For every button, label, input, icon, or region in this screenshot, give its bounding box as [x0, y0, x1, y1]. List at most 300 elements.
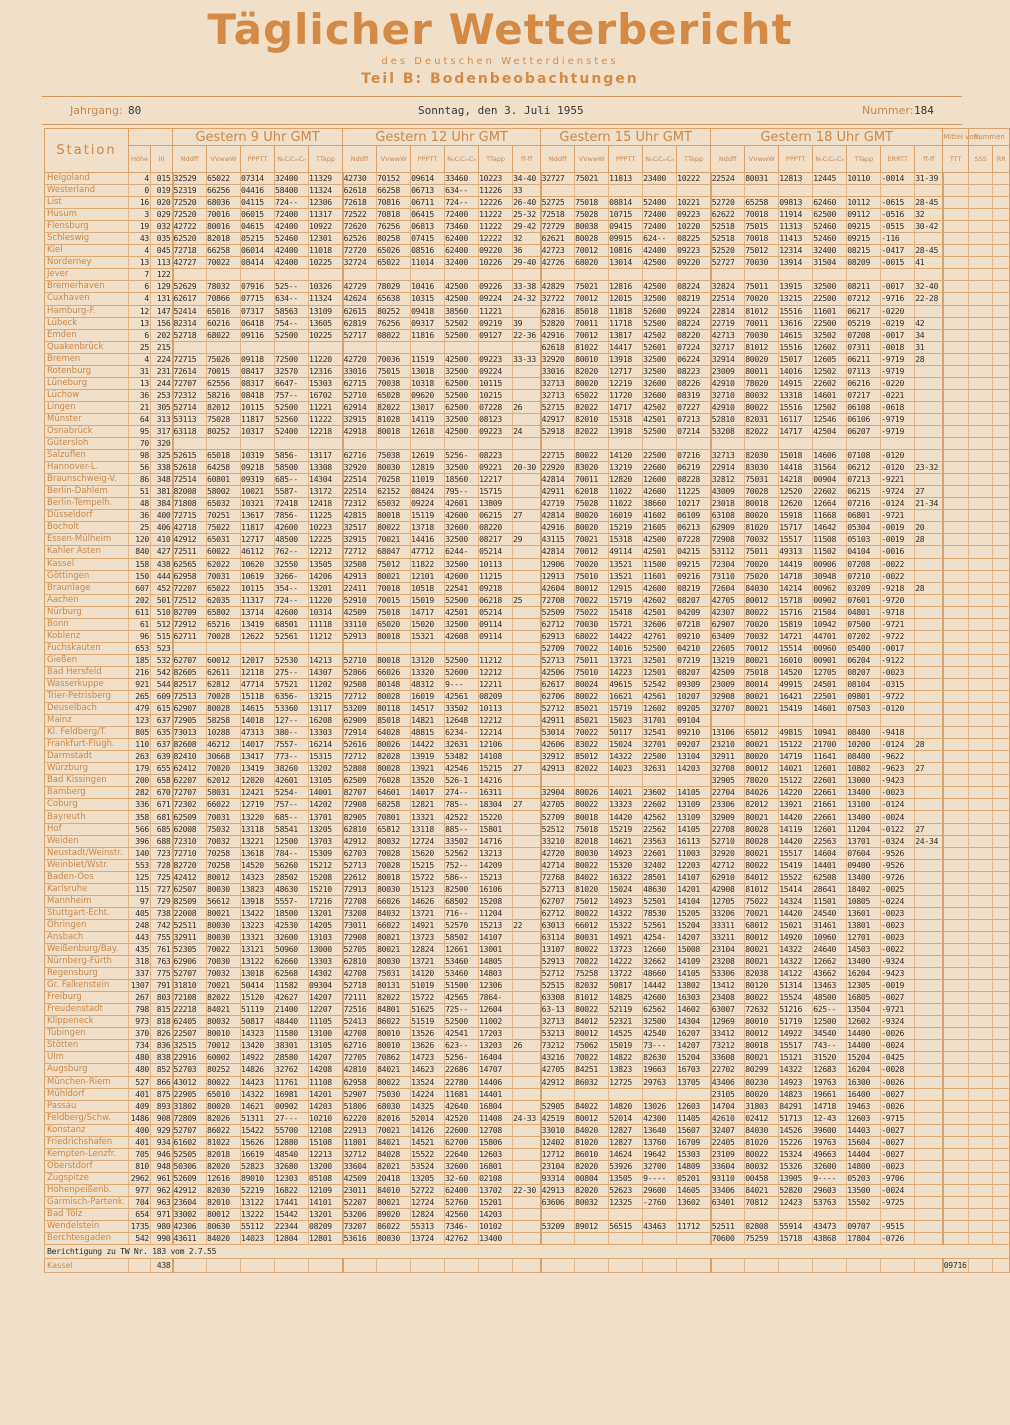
obs-cell [779, 715, 813, 727]
station-id: 501 [151, 594, 173, 606]
table-row [45, 401, 1010, 413]
sub-header-cell: ff-ff [915, 146, 943, 173]
obs-cell [575, 1233, 609, 1245]
obs-cell: 68012 [745, 919, 779, 931]
obs-cell: 33502 [445, 835, 479, 847]
obs-cell: 65032 [377, 498, 411, 510]
obs-cell [915, 727, 943, 739]
obs-cell: 14704 [711, 1100, 745, 1112]
obs-cell: -0027 [881, 1088, 915, 1100]
obs-cell: 07216 [677, 450, 711, 462]
obs-cell [575, 1088, 609, 1100]
obs-cell: 06415 [411, 209, 445, 221]
obs-cell: 42722 [173, 221, 207, 233]
obs-cell: 14717 [411, 606, 445, 618]
obs-cell: 10115 [241, 582, 275, 594]
obs-cell: 15018 [779, 450, 813, 462]
obs-cell: 12015 [609, 293, 643, 305]
obs-cell: 70022 [575, 727, 609, 739]
obs-cell [969, 438, 993, 450]
obs-cell: 32-40 [915, 281, 943, 293]
table-row [45, 1209, 1010, 1221]
obs-cell: 72400 [275, 209, 309, 221]
obs-cell: 62707 [173, 654, 207, 666]
observation-rows [45, 173, 1010, 1273]
obs-cell: 24-32 [513, 293, 541, 305]
obs-cell: -0120 [881, 462, 915, 474]
obs-cell: 09118 [241, 353, 275, 365]
obs-cell: 14207 [677, 931, 711, 943]
obs-cell: 13721 [609, 654, 643, 666]
obs-cell [943, 401, 969, 413]
obs-cell: 80252 [377, 305, 411, 317]
obs-cell: 75015 [377, 365, 411, 377]
obs-cell: 22686 [445, 1064, 479, 1076]
obs-cell [943, 329, 969, 341]
obs-cell: 07108 [847, 450, 881, 462]
obs-cell: 80014 [745, 678, 779, 690]
obs-cell: 14104 [677, 895, 711, 907]
obs-cell: 32722 [541, 293, 575, 305]
obs-cell: 14420 [779, 907, 813, 919]
obs-cell [541, 1088, 575, 1100]
obs-cell: 80022 [575, 450, 609, 462]
obs-cell: 14016 [779, 365, 813, 377]
obs-cell [993, 919, 1010, 931]
obs-cell: 00906 [813, 558, 847, 570]
obs-cell: 32915 [343, 413, 377, 425]
obs-cell: 12816 [609, 281, 643, 293]
station-id: 215 [151, 341, 173, 353]
obs-cell: 42501 [643, 606, 677, 618]
obs-cell: 32920 [541, 353, 575, 365]
obs-cell: 42604 [541, 582, 575, 594]
obs-cell: 21504 [813, 606, 847, 618]
obs-cell [993, 823, 1010, 835]
obs-cell: 42720 [541, 847, 575, 859]
station-id: 725 [151, 871, 173, 883]
obs-cell: 80021 [377, 944, 411, 956]
obs-cell [943, 968, 969, 980]
obs-cell: 22640 [445, 1148, 479, 1160]
obs-cell: 22541 [445, 582, 479, 594]
obs-cell: 11582 [275, 980, 309, 992]
station-id: 542 [151, 666, 173, 678]
obs-cell: 10215 [479, 389, 513, 401]
obs-cell: 27 [915, 486, 943, 498]
obs-cell: 13118 [241, 823, 275, 835]
obs-cell: 72914 [343, 727, 377, 739]
obs-cell: 12212 [479, 666, 513, 678]
obs-cell: 14207 [309, 992, 343, 1004]
obs-cell: 32600 [445, 522, 479, 534]
obs-cell: 13205 [309, 823, 343, 835]
obs-cell: 12804 [275, 1233, 309, 1245]
station-height: 12 [129, 305, 151, 317]
station-height: 6 [129, 281, 151, 293]
obs-cell: 14416 [411, 534, 445, 546]
obs-cell: 27 [513, 799, 541, 811]
obs-cell: 12-43 [813, 1112, 847, 1124]
obs-cell: 80010 [745, 1016, 779, 1028]
obs-cell: 70022 [207, 944, 241, 956]
obs-cell: 12108 [309, 1124, 343, 1136]
obs-cell: 80021 [745, 1052, 779, 1064]
obs-cell: 33604 [711, 1160, 745, 1172]
obs-cell [745, 269, 779, 281]
station-name: Koblenz [45, 630, 129, 642]
station-id: 438 [151, 558, 173, 570]
obs-cell: 42306 [173, 1221, 207, 1233]
obs-cell: 16311 [479, 787, 513, 799]
obs-cell: 15517 [779, 1040, 813, 1052]
station-name: Passau [45, 1100, 129, 1112]
obs-cell: 14119 [779, 823, 813, 835]
obs-cell: 58258 [207, 715, 241, 727]
obs-cell: 09210 [677, 727, 711, 739]
obs-cell: 00960 [813, 642, 847, 654]
obs-cell: 31802 [173, 1100, 207, 1112]
obs-cell: 73208 [343, 907, 377, 919]
obs-cell: -9706 [881, 1172, 915, 1184]
obs-cell: 80032 [745, 1160, 779, 1172]
obs-cell: 14105 [677, 787, 711, 799]
obs-cell: 66258 [207, 245, 241, 257]
obs-cell [513, 305, 541, 317]
station-id: 826 [151, 1028, 173, 1040]
obs-cell: 25-32 [513, 209, 541, 221]
obs-cell: 06204 [847, 654, 881, 666]
obs-cell: 14021 [779, 763, 813, 775]
obs-cell [969, 919, 993, 931]
obs-cell: 75028 [207, 413, 241, 425]
station-name: Darmstadt [45, 751, 129, 763]
obs-cell: 75018 [745, 666, 779, 678]
obs-cell: 43868 [813, 1233, 847, 1245]
obs-cell: 08224 [677, 317, 711, 329]
obs-cell: 52601 [643, 341, 677, 353]
obs-cell: 19763 [813, 1076, 847, 1088]
obs-cell: 07715 [241, 293, 275, 305]
obs-cell [513, 486, 541, 498]
station-id: 908 [151, 1112, 173, 1124]
obs-cell: -0023 [881, 787, 915, 799]
obs-cell: 32606 [643, 618, 677, 630]
station-height: 527 [129, 1076, 151, 1088]
obs-cell: 11813 [609, 173, 643, 185]
obs-cell: 32700 [643, 1160, 677, 1172]
obs-cell: 14605 [677, 1184, 711, 1196]
obs-cell [513, 1076, 541, 1088]
obs-cell: 75011 [745, 281, 779, 293]
obs-cell [643, 1233, 677, 1245]
obs-cell: 68020 [575, 257, 609, 269]
station-name: Freiburg [45, 992, 129, 1004]
obs-cell: 13203 [479, 1040, 513, 1052]
obs-cell: 32600 [643, 377, 677, 389]
obs-cell: 42602 [643, 594, 677, 606]
obs-cell: 78020 [745, 377, 779, 389]
station-header: Station [45, 129, 129, 173]
obs-cell: 52616 [343, 739, 377, 751]
obs-cell: 48630 [643, 883, 677, 895]
obs-cell: 08211 [847, 281, 881, 293]
obs-cell: 16421 [779, 691, 813, 703]
table-row [45, 1076, 1010, 1088]
obs-cell: 51119 [241, 1004, 275, 1016]
obs-cell: 62707 [541, 895, 575, 907]
obs-cell: 76256 [377, 317, 411, 329]
obs-cell: 07214 [677, 425, 711, 437]
obs-cell: 32400 [275, 173, 309, 185]
obs-cell: 33210 [541, 835, 575, 847]
obs-cell: 14401 [813, 859, 847, 871]
obs-cell [943, 317, 969, 329]
obs-cell: 00902 [275, 1100, 309, 1112]
obs-cell: 14322 [241, 1088, 275, 1100]
obs-cell [969, 642, 993, 654]
obs-cell: 42705 [541, 799, 575, 811]
obs-cell: 14915 [779, 377, 813, 389]
obs-cell: 82500 [445, 883, 479, 895]
obs-cell: 42708 [343, 1028, 377, 1040]
station-name: Stötten [45, 1040, 129, 1052]
obs-cell: 09614 [411, 173, 445, 185]
obs-cell [993, 859, 1010, 871]
obs-cell: 80022 [207, 1076, 241, 1088]
obs-cell: 23104 [711, 944, 745, 956]
obs-cell [915, 401, 943, 413]
obs-cell: 82020 [575, 365, 609, 377]
obs-cell [411, 438, 445, 450]
obs-cell [377, 642, 411, 654]
obs-cell: 32631 [445, 739, 479, 751]
obs-cell: 23009 [711, 678, 745, 690]
table-row [45, 1136, 1010, 1148]
obs-cell [993, 329, 1010, 341]
obs-cell [915, 185, 943, 197]
station-id: 320 [151, 438, 173, 450]
station-height: 480 [129, 1052, 151, 1064]
obs-cell: 22562 [643, 823, 677, 835]
obs-cell: 14119 [411, 413, 445, 425]
obs-cell: 784-- [275, 847, 309, 859]
obs-cell [969, 1160, 993, 1172]
obs-cell: 13823 [609, 1064, 643, 1076]
obs-cell [993, 799, 1010, 811]
station-height: 70 [129, 438, 151, 450]
obs-cell: 52713 [343, 859, 377, 871]
obs-cell [993, 835, 1010, 847]
obs-cell [513, 1028, 541, 1040]
obs-cell: 15204 [677, 1052, 711, 1064]
obs-cell [847, 715, 881, 727]
obs-cell [173, 341, 207, 353]
obs-cell: -0023 [881, 1160, 915, 1172]
obs-cell: 13117 [309, 703, 343, 715]
obs-cell: 09220 [479, 245, 513, 257]
obs-cell: 5256- [445, 1052, 479, 1064]
obs-cell: 93110 [711, 1172, 745, 1184]
obs-cell: 52400 [643, 197, 677, 209]
obs-cell: 55914 [779, 1221, 813, 1233]
table-row [45, 329, 1010, 341]
obs-cell [915, 1040, 943, 1052]
table-row [45, 739, 1010, 751]
obs-cell: 724-- [445, 197, 479, 209]
obs-cell: 09226 [479, 281, 513, 293]
obs-cell: 32407 [711, 1124, 745, 1136]
obs-cell: 80028 [575, 233, 609, 245]
obs-cell: 13802 [677, 980, 711, 992]
obs-cell: 13202 [309, 763, 343, 775]
obs-cell: 23105 [711, 1088, 745, 1100]
obs-cell: 12222 [479, 233, 513, 245]
obs-cell: 82018 [207, 233, 241, 245]
obs-cell: 72512 [173, 594, 207, 606]
obs-cell: 80030 [377, 883, 411, 895]
obs-cell: 52500 [275, 329, 309, 341]
obs-cell: 65031 [207, 534, 241, 546]
obs-cell: 65258 [745, 197, 779, 209]
obs-cell: 70862 [377, 1052, 411, 1064]
obs-cell: 52712 [541, 703, 575, 715]
obs-cell: 22500 [813, 317, 847, 329]
station-height: 13 [129, 317, 151, 329]
obs-cell: 15219 [609, 522, 643, 534]
obs-cell [445, 438, 479, 450]
station-height: 401 [129, 1088, 151, 1100]
station-height: 97 [129, 895, 151, 907]
obs-cell: -9725 [881, 1196, 915, 1208]
obs-cell: 13117 [309, 450, 343, 462]
obs-cell: 32501 [643, 654, 677, 666]
obs-cell: 62400 [445, 233, 479, 245]
station-height: 840 [129, 546, 151, 558]
station-name: Wasserkuppe [45, 678, 129, 690]
obs-cell: 84021 [207, 1004, 241, 1016]
obs-cell: 84021 [377, 1064, 411, 1076]
station-name: Klippeneck [45, 1016, 129, 1028]
obs-cell: 08224 [677, 281, 711, 293]
obs-cell: 85012 [575, 751, 609, 763]
correction-station: Kassel [45, 1259, 129, 1273]
obs-cell: 14423 [241, 1076, 275, 1088]
obs-cell: 14822 [609, 1052, 643, 1064]
correction-cell [377, 1259, 411, 1273]
obs-cell: 32500 [445, 413, 479, 425]
obs-cell: 72712 [343, 546, 377, 558]
station-name: Gr. Falkenstein [45, 980, 129, 992]
obs-cell: 12725 [609, 1076, 643, 1088]
obs-cell [813, 438, 847, 450]
obs-cell: 42912 [173, 1184, 207, 1196]
obs-cell: 49915 [779, 678, 813, 690]
obs-cell: 15516 [779, 401, 813, 413]
obs-cell: 14406 [479, 1076, 513, 1088]
obs-cell: 86010 [575, 1148, 609, 1160]
obs-cell: 13200 [309, 1160, 343, 1172]
obs-cell: 15121 [779, 1052, 813, 1064]
obs-cell: 12218 [309, 425, 343, 437]
obs-cell: 16981 [275, 1088, 309, 1100]
table-row [45, 1100, 1010, 1112]
table-row [45, 775, 1010, 787]
obs-cell: 80020 [575, 522, 609, 534]
obs-cell: 62008 [173, 823, 207, 835]
obs-cell [993, 522, 1010, 534]
obs-cell: 70021 [745, 907, 779, 919]
obs-cell: 70012 [745, 642, 779, 654]
station-height: 263 [129, 751, 151, 763]
obs-cell: 46112 [241, 546, 275, 558]
table-row [45, 787, 1010, 799]
obs-cell: 13215 [309, 691, 343, 703]
obs-cell: 80012 [575, 1112, 609, 1124]
obs-cell: 32-60 [445, 1172, 479, 1184]
table-row [45, 486, 1010, 498]
station-id: 122 [151, 269, 173, 281]
obs-cell: 13702 [479, 1184, 513, 1196]
obs-cell: 13809 [479, 498, 513, 510]
obs-cell: 72908 [711, 534, 745, 546]
obs-cell: 14418 [779, 462, 813, 474]
obs-cell: 82509 [173, 895, 207, 907]
obs-cell: 80028 [377, 763, 411, 775]
station-name: Cuxhaven [45, 293, 129, 305]
station-id: 313 [151, 413, 173, 425]
obs-cell: 75028 [575, 209, 609, 221]
obs-cell: 16113 [677, 835, 711, 847]
obs-cell: 62618 [541, 341, 575, 353]
obs-cell [993, 425, 1010, 437]
obs-cell: 84022 [575, 871, 609, 883]
obs-cell: 12546 [813, 413, 847, 425]
obs-cell: 32400 [813, 245, 847, 257]
table-row [45, 534, 1010, 546]
obs-cell: 13018 [241, 968, 275, 980]
obs-cell [343, 642, 377, 654]
table-row [45, 221, 1010, 233]
obs-cell: -0015 [881, 257, 915, 269]
obs-cell: 14400 [847, 1040, 881, 1052]
obs-cell: 21605 [643, 522, 677, 534]
obs-cell: 42814 [541, 546, 575, 558]
obs-cell [915, 1052, 943, 1064]
obs-cell: 10021 [241, 486, 275, 498]
obs-cell: 52705 [343, 944, 377, 956]
station-height: 370 [129, 1028, 151, 1040]
obs-cell [943, 811, 969, 823]
obs-cell: 14105 [677, 968, 711, 980]
obs-cell [915, 775, 943, 787]
obs-cell: 62556 [207, 377, 241, 389]
obs-cell: 11641 [813, 751, 847, 763]
obs-cell [993, 1209, 1010, 1221]
obs-cell: 62018 [575, 486, 609, 498]
station-name: Berlin-Tempelh. [45, 498, 129, 510]
obs-cell [513, 498, 541, 510]
table-row [45, 1160, 1010, 1172]
table-row [45, 1028, 1010, 1040]
observation-table [44, 128, 1010, 1273]
obs-cell: 32824 [711, 281, 745, 293]
obs-cell: 15024 [609, 883, 643, 895]
obs-cell: 65020 [377, 618, 411, 630]
table-row [45, 594, 1010, 606]
obs-cell: 12605 [813, 353, 847, 365]
obs-cell [943, 691, 969, 703]
